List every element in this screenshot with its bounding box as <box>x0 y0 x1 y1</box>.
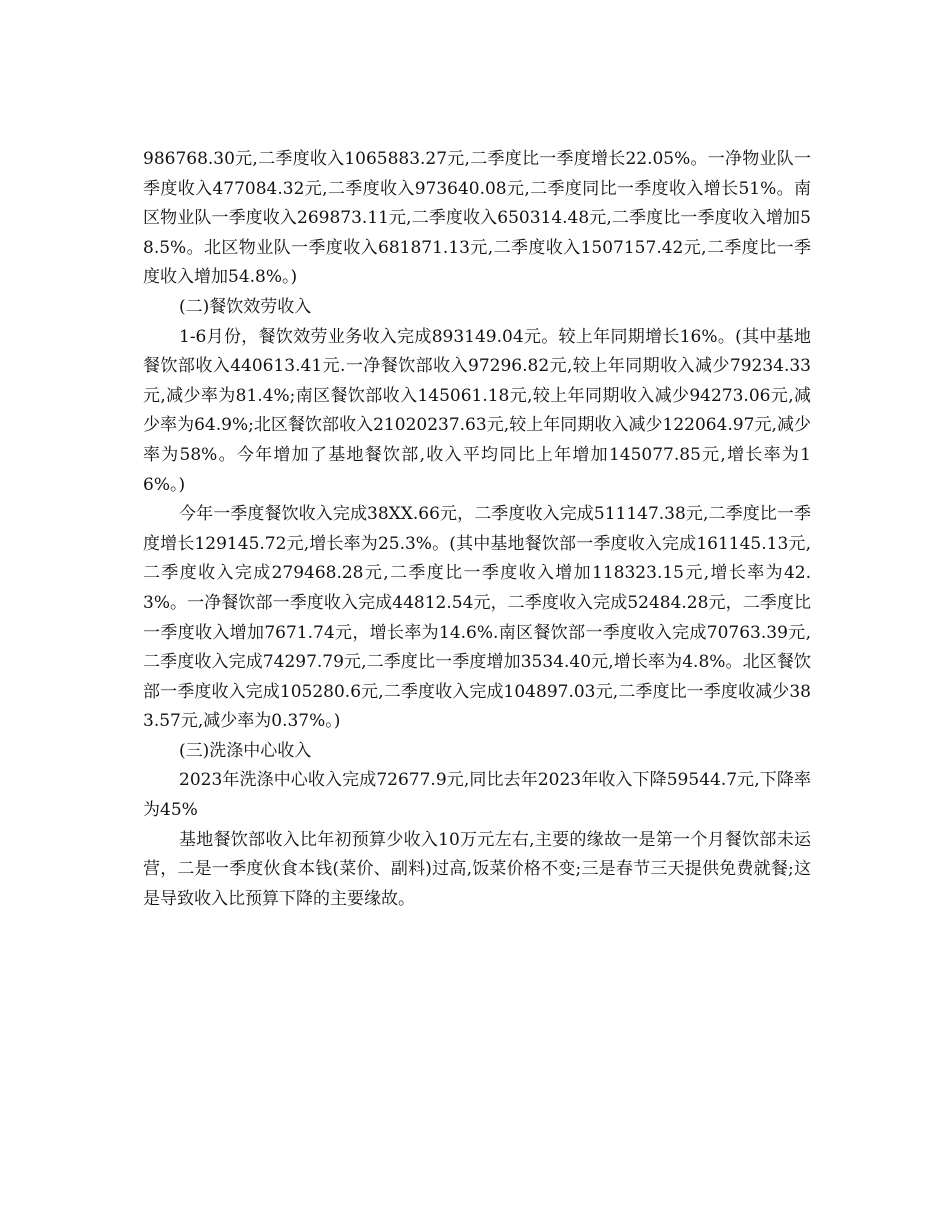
paragraph-budget-shortfall-reasons: 基地餐饮部收入比年初预算少收入10万元左右,主要的缘故一是第一个月餐饮部未运营，二是一季度伙食本钱(菜价、副料)过高,饭菜价格不变;三是春节三天提供免费就餐;这是导致收入比预算下降的主要缘故。 <box>143 829 811 909</box>
document-page <box>143 145 811 914</box>
section-heading-catering-income: (二)餐饮效劳收入 <box>179 296 312 317</box>
paragraph-laundry-income: 2023年洗涤中心收入完成72677.9元,同比去年2023年收入下降59544.7元,下降率为45% <box>143 770 811 821</box>
paragraph-property-income-continued: 986768.30元,二季度收入1065883.27元,二季度比一季度增长22.05%。一净物业队一季度收入477084.32元,二季度收入973640.08元,二季度同比一季度收入增长51%。南区物业队一季度收入269873.11元,二季度收入650314.48元,二季度比一季度收入增加58.5%。北区物业队一季度收入681871.13元,二季度收入1507157.42元,二季度比一季度收入增加54.8%。) <box>143 149 811 288</box>
section-heading-laundry-income: (三)洗涤中心收入 <box>179 740 312 761</box>
paragraph-catering-half-year: 1-6月份，餐饮效劳业务收入完成893149.04元。较上年同期增长16%。(其中基地餐饮部收入440613.41元.一净餐饮部收入97296.82元,较上年同期收入减少79234.33元,减少率为81.4%;南区餐饮部收入145061.18元,较上年同期收入减少94273.06元,减少率为64.9%;北区餐饮部收入21020237.63元,较上年同期收入减少122064.97元,减少率为58%。今年增加了基地餐饮部,收入平均同比上年增加145077.85元,增长率为16%。) <box>143 326 811 495</box>
paragraph-catering-quarterly: 今年一季度餐饮收入完成38XX.66元，二季度收入完成511147.38元,二季度比一季度增长129145.72元,增长率为25.3%。(其中基地餐饮部一季度收入完成161145.13元,二季度收入完成279468.28元,二季度比一季度收入增加118323.15元,增长率为42.3%。一净餐饮部一季度收入完成44812.54元，二季度收入完成52484.28元，二季度比一季度收入增加7671.74元，增长率为14.6%.南区餐饮部一季度收入完成70763.39元,二季度收入完成74297.79元,二季度比一季度增加3534.40元,增长率为4.8%。北区餐饮部一季度收入完成105280.6元,二季度收入完成104897.03元,二季度比一季度收减少383.57元,减少率为0.37%。) <box>143 504 811 732</box>
